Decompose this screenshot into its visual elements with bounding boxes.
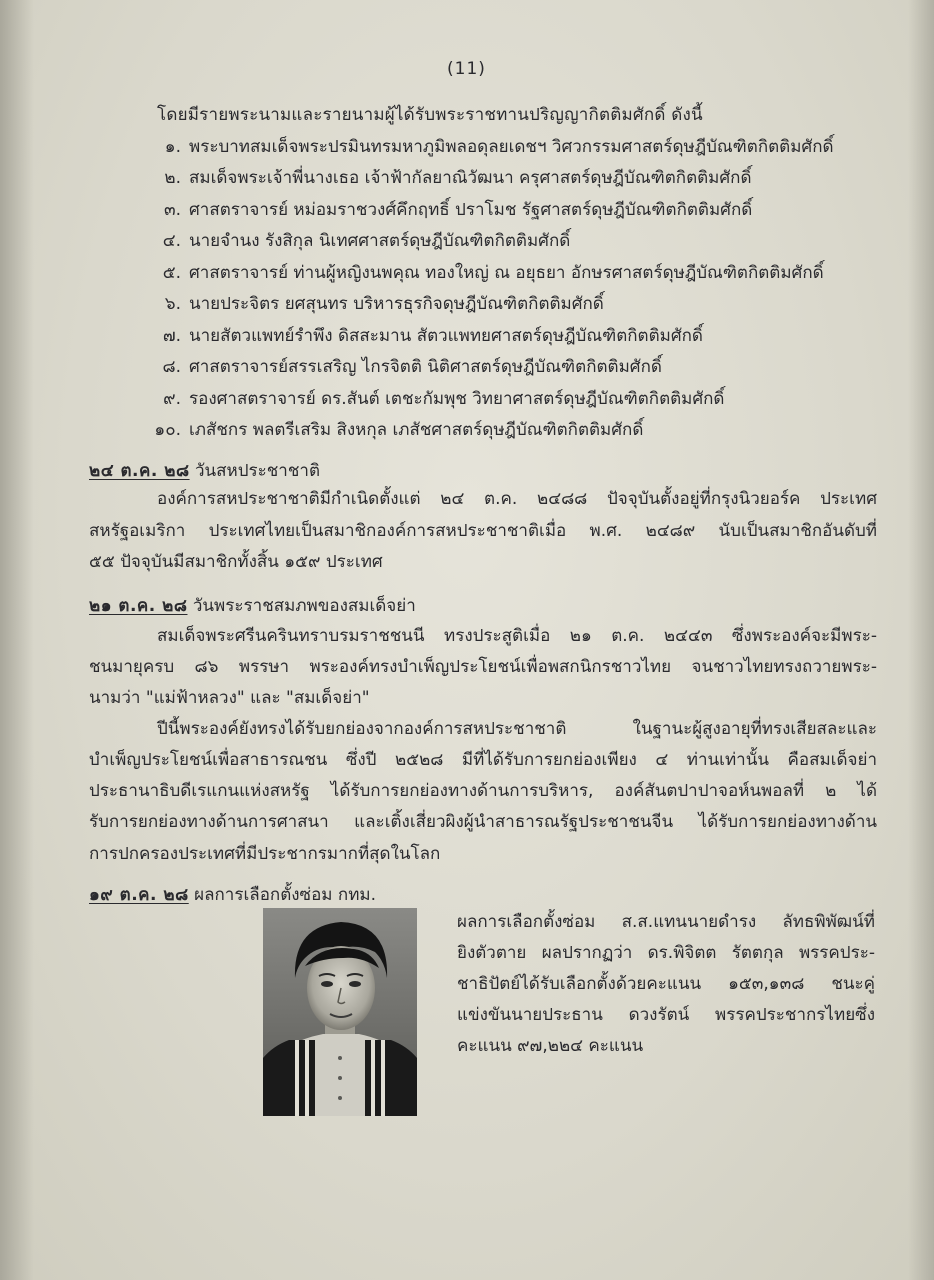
- paragraph-line: องค์การสหประชาชาติมีกำเนิดตั้งแต่ ๒๔ ต.ค. ๒๔๘๘ ปัจจุบันตั้งอยู่ที่กรุงนิวยอร์ค ประเทศ: [157, 489, 877, 509]
- list-item: ศาสตราจารย์ ท่านผู้หญิงนพคุณ ทองใหญ่ ณ อยุธยา อักษรศาสตร์ดุษฎีบัณฑิตกิตติมศักดิ์: [189, 263, 824, 283]
- portrait-photo: [263, 908, 417, 1116]
- list-item: นายสัตวแพทย์รำพึง ดิสสะมาน สัตวแพทยศาสตร์ดุษฎีบัณฑิตกิตติมศักดิ์: [189, 326, 703, 346]
- list-item-number: ๗.: [162, 326, 181, 346]
- list-item: ศาสตราจารย์สรรเสริญ ไกรจิตติ นิติศาสตร์ดุษฎีบัณฑิตกิตติมศักดิ์: [189, 357, 662, 377]
- list-item: นายจำนง รังสิกุล นิเทศศาสตร์ดุษฎีบัณฑิตกิตติมศักดิ์: [189, 231, 571, 251]
- list-item-number: ๔.: [162, 231, 181, 251]
- paragraph-line: ประธานาธิบดีเรแกนแห่งสหรัฐ ได้รับการยกย่องทางด้านการบริหาร, องค์สันตปาปาจอห์นพอลที่ ๒ ได้: [89, 781, 877, 801]
- list-item-number: ๕.: [162, 263, 181, 283]
- list-item: รองศาสตราจารย์ ดร.สันต์ เตชะกัมพุช วิทยาศาสตร์ดุษฎีบัณฑิตกิตติมศักดิ์: [189, 389, 725, 409]
- list-item-number: ๖.: [164, 294, 181, 314]
- paragraph-line: ๕๕ ปัจจุบันมีสมาชิกทั้งสิ้น ๑๕๙ ประเทศ: [89, 552, 383, 572]
- paragraph-line: การปกครองประเทศที่มีประชากรมากที่สุดในโลก: [89, 844, 441, 864]
- section-title: ผลการเลือกตั้งซ่อม กทม.: [194, 885, 377, 905]
- list-item-number: ๘.: [162, 357, 181, 377]
- list-item-number: ๓.: [163, 200, 181, 220]
- list-item-number: ๑.: [164, 137, 181, 157]
- section-date: ๒๑ ต.ค. ๒๘: [89, 596, 188, 616]
- paragraph-line: บำเพ็ญประโยชน์เพื่อสาธารณชน ซึ่งปี ๒๕๒๘ มีที่ได้รับการยกย่องเพียง ๔ ท่านเท่านั้น คือสมเด็จย่า: [89, 750, 877, 770]
- page-edge-shadow-right: [908, 0, 934, 1280]
- paragraph-line: ชาธิปัตย์ได้รับเลือกตั้งด้วยคะแนน ๑๕๓,๑๓๘ ชนะคู่: [457, 974, 875, 994]
- paragraph-line: สมเด็จพระศรีนครินทราบรมราชชนนี ทรงประสูติเมื่อ ๒๑ ต.ค. ๒๔๔๓ ซึ่งพระองค์จะมีพระ-: [157, 626, 877, 646]
- list-item: เภสัชกร พลตรีเสริม สิงหกุล เภสัชศาสตร์ดุษฎีบัณฑิตกิตติมศักดิ์: [189, 420, 644, 440]
- list-item-number: ๒.: [164, 168, 181, 188]
- paragraph-line: ปีนี้พระองค์ยังทรงได้รับยกย่องจากองค์การสหประชาชาติ ในฐานะผู้สูงอายุที่ทรงเสียสละและ: [157, 719, 877, 739]
- paragraph-line: รับการยกย่องทางด้านการศาสนา และเติ้งเสี่ยวผิงผู้นำสาธารณรัฐประชาชนจีน ได้รับการยกย่องทางด้าน: [89, 812, 877, 832]
- list-item: สมเด็จพระเจ้าพี่นางเธอ เจ้าฟ้ากัลยาณิวัฒนา ครุศาสตร์ดุษฎีบัณฑิตกิตติมศักดิ์: [189, 168, 752, 188]
- portrait-image: [263, 908, 417, 1116]
- list-item-number: ๙.: [163, 389, 181, 409]
- list-item: ศาสตราจารย์ หม่อมราชวงศ์คึกฤทธิ์ ปราโมช รัฐศาสตร์ดุษฎีบัณฑิตกิตติมศักดิ์: [189, 200, 753, 220]
- paragraph-line: คะแนน ๙๗,๒๒๔ คะแนน: [457, 1036, 644, 1056]
- paragraph-line: สหรัฐอเมริกา ประเทศไทยเป็นสมาชิกองค์การสหประชาชาติเมื่อ พ.ศ. ๒๔๘๙ นับเป็นสมาชิกอันดับที่: [89, 521, 877, 541]
- list-item: นายประจิตร ยศสุนทร บริหารธุรกิจดุษฎีบัณฑิตกิตติมศักดิ์: [189, 294, 604, 314]
- list-item-number: ๑๐.: [154, 420, 181, 440]
- intro-line: โดยมีรายพระนามและรายนามผู้ได้รับพระราชทานปริญญากิตติมศักดิ์ ดังนี้: [157, 105, 703, 125]
- section-date: ๒๔ ต.ค. ๒๘: [89, 461, 190, 481]
- section-date: ๑๙ ต.ค. ๒๘: [89, 885, 189, 905]
- paragraph-line: ผลการเลือกตั้งซ่อม ส.ส.แทนนายดำรง ลัทธพิพัฒน์ที่: [457, 912, 875, 932]
- section-title: วันพระราชสมภพของสมเด็จย่า: [192, 596, 416, 616]
- section-heading: [89, 595, 416, 617]
- section-title: วันสหประชาชาติ: [194, 461, 320, 481]
- page-edge-shadow-left: [0, 0, 34, 1280]
- paragraph-line: นามว่า "แม่ฟ้าหลวง" และ "สมเด็จย่า": [89, 688, 370, 708]
- paragraph-line: ยิงตัวตาย ผลปรากฏว่า ดร.พิจิตต รัตตกุล พรรคประ-: [457, 943, 875, 963]
- list-item: พระบาทสมเด็จพระปรมินทรมหาภูมิพลอดุลยเดชฯ วิศวกรรมศาสตร์ดุษฎีบัณฑิตกิตติมศักดิ์: [189, 137, 834, 157]
- paragraph-line: ชนมายุครบ ๘๖ พรรษา พระองค์ทรงบำเพ็ญประโยชน์เพื่อพสกนิกรชาวไทย จนชาวไทยทรงถวายพระ-: [89, 657, 877, 677]
- paragraph-line: แข่งขันนายประธาน ดวงรัตน์ พรรคประชากรไทยซึ่ง: [457, 1005, 875, 1025]
- section-heading: [89, 460, 320, 482]
- section-heading: [89, 884, 376, 906]
- page-number: (11): [447, 59, 486, 79]
